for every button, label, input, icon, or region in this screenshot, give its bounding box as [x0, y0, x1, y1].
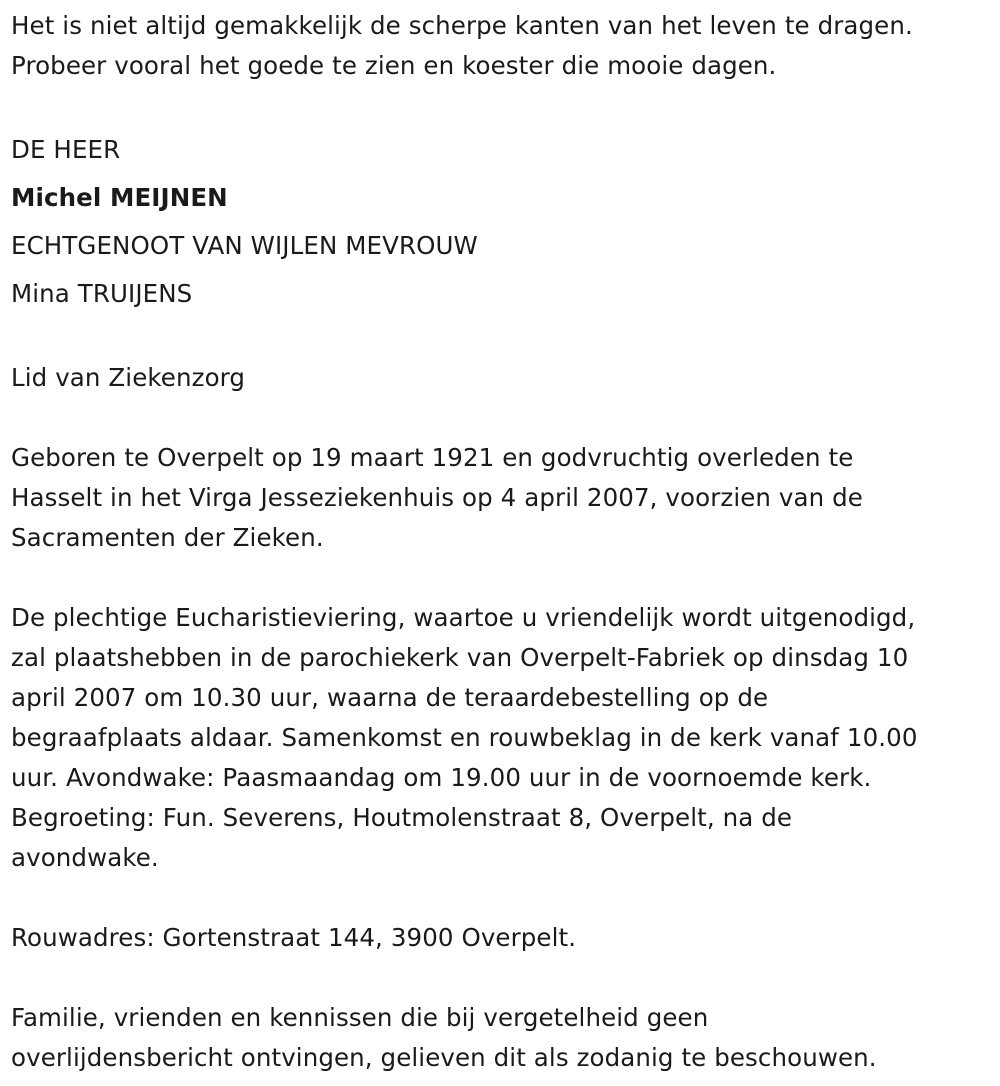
honorific-title: DE HEER: [11, 135, 121, 164]
membership-line: Lid van Ziekenzorg: [11, 363, 246, 392]
deceased-name: Michel MEIJNEN: [11, 183, 228, 212]
ceremony-line: april 2007 om 10.30 uur, waarna de teraardebestelling op de: [11, 683, 769, 712]
person-block: [11, 126, 991, 318]
closing-line: overlijdensbericht ontvingen, gelieven dit als zodanig te beschouwen.: [11, 1043, 877, 1072]
ceremony-line: begraafplaats aldaar. Samenkomst en rouwbeklag in de kerk vanaf 10.00: [11, 723, 918, 752]
ceremony-paragraph: [11, 598, 991, 878]
funeral-address: Rouwadres: Gortenstraat 144, 3900 Overpelt.: [11, 923, 577, 952]
motto-line: Probeer vooral het goede te zien en koester die mooie dagen.: [11, 51, 777, 80]
birth-death-line: Sacramenten der Zieken.: [11, 523, 324, 552]
ceremony-line: uur. Avondwake: Paasmaandag om 19.00 uur in de voornoemde kerk.: [11, 763, 872, 792]
motto-paragraph: [11, 6, 991, 86]
closing-line: Familie, vrienden en kennissen die bij vergetelheid geen: [11, 1003, 709, 1032]
ceremony-line: avondwake.: [11, 843, 159, 872]
spouse-name: Mina TRUIJENS: [11, 279, 193, 308]
birth-death-paragraph: [11, 438, 991, 558]
birth-death-line: Hasselt in het Virga Jesseziekenhuis op 4 april 2007, voorzien van de: [11, 483, 863, 512]
spouse-label: ECHTGENOOT VAN WIJLEN MEVROUW: [11, 231, 478, 260]
ceremony-line: zal plaatshebben in de parochiekerk van Overpelt-Fabriek op dinsdag 10: [11, 643, 909, 672]
birth-death-line: Geboren te Overpelt op 19 maart 1921 en godvruchtig overleden te: [11, 443, 854, 472]
obituary-notice: [11, 6, 991, 1078]
closing-paragraph: [11, 998, 991, 1078]
motto-line: Het is niet altijd gemakkelijk de scherpe kanten van het leven te dragen.: [11, 11, 913, 40]
ceremony-line: Begroeting: Fun. Severens, Houtmolenstraat 8, Overpelt, na de: [11, 803, 793, 832]
ceremony-line: De plechtige Eucharistieviering, waartoe u vriendelijk wordt uitgenodigd,: [11, 603, 916, 632]
